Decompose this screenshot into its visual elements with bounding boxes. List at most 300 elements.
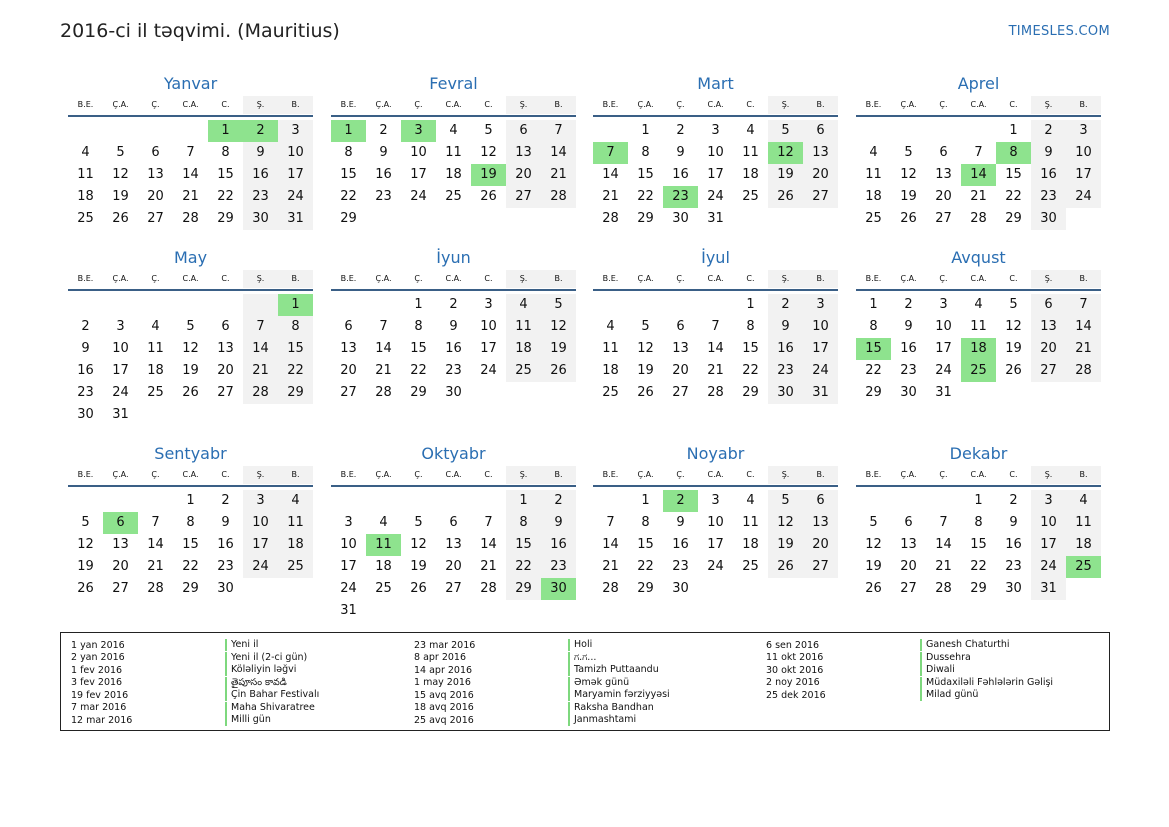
day-cell[interactable]: 16	[672, 537, 689, 552]
day-cell[interactable]: 5	[186, 319, 195, 334]
day-cell[interactable]: 15	[182, 537, 199, 552]
holiday-day-cell[interactable]: 12	[768, 142, 803, 164]
day-cell[interactable]: 1	[1009, 123, 1018, 138]
day-cell[interactable]: 1	[641, 493, 650, 508]
day-cell[interactable]: 23	[900, 363, 917, 378]
day-cell[interactable]: 7	[711, 319, 720, 334]
day-cell[interactable]: 22	[637, 189, 654, 204]
day-cell[interactable]: 4	[974, 297, 983, 312]
holiday-day-cell[interactable]: 18	[961, 338, 996, 360]
day-cell[interactable]: 12	[768, 512, 803, 534]
day-cell[interactable]: 17	[278, 164, 313, 186]
day-cell[interactable]: 28	[602, 581, 619, 596]
day-cell[interactable]: 29	[742, 385, 759, 400]
day-cell[interactable]: 23	[541, 556, 576, 578]
day-cell[interactable]: 8	[278, 316, 313, 338]
day-cell[interactable]: 5	[768, 120, 803, 142]
day-cell[interactable]: 8	[641, 515, 650, 530]
day-cell[interactable]: 20	[803, 534, 838, 556]
day-cell[interactable]: 25	[445, 189, 462, 204]
day-cell[interactable]: 22	[340, 189, 357, 204]
day-cell[interactable]: 10	[707, 145, 724, 160]
day-cell[interactable]: 14	[541, 142, 576, 164]
day-cell[interactable]: 17	[1066, 164, 1101, 186]
day-cell[interactable]: 25	[375, 581, 392, 596]
day-cell[interactable]: 19	[77, 559, 94, 574]
day-cell[interactable]: 31	[340, 603, 357, 618]
day-cell[interactable]: 27	[340, 385, 357, 400]
day-cell[interactable]: 10	[1066, 142, 1101, 164]
day-cell[interactable]: 25	[742, 559, 759, 574]
day-cell[interactable]: 30	[672, 581, 689, 596]
day-cell[interactable]: 12	[1005, 319, 1022, 334]
day-cell[interactable]: 7	[939, 515, 948, 530]
day-cell[interactable]: 8	[344, 145, 353, 160]
day-cell[interactable]: 2	[81, 319, 90, 334]
day-cell[interactable]: 11	[1066, 512, 1101, 534]
day-cell[interactable]: 23	[77, 385, 94, 400]
day-cell[interactable]: 17	[707, 167, 724, 182]
day-cell[interactable]: 18	[445, 167, 462, 182]
day-cell[interactable]: 17	[1031, 534, 1066, 556]
day-cell[interactable]: 4	[746, 493, 755, 508]
day-cell[interactable]: 26	[865, 581, 882, 596]
site-link[interactable]: TIMESLES.COM	[1008, 24, 1110, 39]
day-cell[interactable]: 22	[742, 363, 759, 378]
day-cell[interactable]: 10	[935, 319, 952, 334]
day-cell[interactable]: 5	[484, 123, 493, 138]
day-cell[interactable]: 29	[506, 578, 541, 600]
day-cell[interactable]: 22	[970, 559, 987, 574]
day-cell[interactable]: 27	[672, 385, 689, 400]
day-cell[interactable]: 5	[904, 145, 913, 160]
day-cell[interactable]: 31	[112, 407, 129, 422]
day-cell[interactable]: 17	[410, 167, 427, 182]
day-cell[interactable]: 24	[278, 186, 313, 208]
day-cell[interactable]: 5	[116, 145, 125, 160]
day-cell[interactable]: 24	[1031, 556, 1066, 578]
day-cell[interactable]: 3	[939, 297, 948, 312]
day-cell[interactable]: 16	[217, 537, 234, 552]
day-cell[interactable]: 5	[541, 294, 576, 316]
day-cell[interactable]: 22	[1005, 189, 1022, 204]
day-cell[interactable]: 20	[445, 559, 462, 574]
day-cell[interactable]: 17	[340, 559, 357, 574]
day-cell[interactable]: 3	[484, 297, 493, 312]
day-cell[interactable]: 18	[506, 338, 541, 360]
day-cell[interactable]: 21	[147, 559, 164, 574]
day-cell[interactable]: 8	[506, 512, 541, 534]
day-cell[interactable]: 6	[803, 490, 838, 512]
day-cell[interactable]: 10	[112, 341, 129, 356]
day-cell[interactable]: 27	[803, 556, 838, 578]
day-cell[interactable]: 9	[243, 142, 278, 164]
day-cell[interactable]: 22	[410, 363, 427, 378]
day-cell[interactable]: 10	[340, 537, 357, 552]
day-cell[interactable]: 3	[1066, 120, 1101, 142]
day-cell[interactable]: 24	[340, 581, 357, 596]
day-cell[interactable]: 13	[217, 341, 234, 356]
day-cell[interactable]: 30	[768, 382, 803, 404]
day-cell[interactable]: 20	[1031, 338, 1066, 360]
day-cell[interactable]: 22	[182, 559, 199, 574]
day-cell[interactable]: 30	[217, 581, 234, 596]
day-cell[interactable]: 15	[217, 167, 234, 182]
day-cell[interactable]: 15	[742, 341, 759, 356]
day-cell[interactable]: 11	[742, 145, 759, 160]
day-cell[interactable]: 27	[935, 211, 952, 226]
day-cell[interactable]: 8	[414, 319, 423, 334]
day-cell[interactable]: 22	[506, 556, 541, 578]
day-cell[interactable]: 6	[344, 319, 353, 334]
day-cell[interactable]: 28	[147, 581, 164, 596]
day-cell[interactable]: 7	[974, 145, 983, 160]
day-cell[interactable]: 15	[278, 338, 313, 360]
day-cell[interactable]: 23	[217, 559, 234, 574]
day-cell[interactable]: 16	[768, 338, 803, 360]
day-cell[interactable]: 31	[278, 208, 313, 230]
day-cell[interactable]: 6	[506, 120, 541, 142]
day-cell[interactable]: 2	[904, 297, 913, 312]
day-cell[interactable]: 14	[182, 167, 199, 182]
day-cell[interactable]: 21	[182, 189, 199, 204]
day-cell[interactable]: 22	[865, 363, 882, 378]
day-cell[interactable]: 24	[410, 189, 427, 204]
day-cell[interactable]: 12	[410, 537, 427, 552]
day-cell[interactable]: 30	[445, 385, 462, 400]
day-cell[interactable]: 22	[278, 360, 313, 382]
day-cell[interactable]: 13	[900, 537, 917, 552]
day-cell[interactable]: 5	[81, 515, 90, 530]
day-cell[interactable]: 10	[803, 316, 838, 338]
day-cell[interactable]: 21	[243, 360, 278, 382]
day-cell[interactable]: 28	[935, 581, 952, 596]
day-cell[interactable]: 15	[506, 534, 541, 556]
day-cell[interactable]: 31	[707, 211, 724, 226]
holiday-day-cell[interactable]: 1	[208, 120, 243, 142]
day-cell[interactable]: 4	[606, 319, 615, 334]
day-cell[interactable]: 4	[151, 319, 160, 334]
day-cell[interactable]: 26	[77, 581, 94, 596]
day-cell[interactable]: 27	[900, 581, 917, 596]
day-cell[interactable]: 22	[637, 559, 654, 574]
day-cell[interactable]: 28	[480, 581, 497, 596]
day-cell[interactable]: 2	[1031, 120, 1066, 142]
day-cell[interactable]: 9	[221, 515, 230, 530]
day-cell[interactable]: 3	[116, 319, 125, 334]
day-cell[interactable]: 3	[278, 120, 313, 142]
day-cell[interactable]: 27	[217, 385, 234, 400]
day-cell[interactable]: 19	[865, 559, 882, 574]
day-cell[interactable]: 16	[77, 363, 94, 378]
day-cell[interactable]: 11	[147, 341, 164, 356]
day-cell[interactable]: 17	[707, 537, 724, 552]
day-cell[interactable]: 15	[1005, 167, 1022, 182]
day-cell[interactable]: 16	[243, 164, 278, 186]
day-cell[interactable]: 5	[1009, 297, 1018, 312]
holiday-day-cell[interactable]: 25	[961, 360, 996, 382]
day-cell[interactable]: 24	[707, 189, 724, 204]
day-cell[interactable]: 13	[803, 512, 838, 534]
day-cell[interactable]: 7	[606, 515, 615, 530]
day-cell[interactable]: 5	[641, 319, 650, 334]
day-cell[interactable]: 13	[935, 167, 952, 182]
day-cell[interactable]: 14	[1066, 316, 1101, 338]
day-cell[interactable]: 21	[602, 189, 619, 204]
day-cell[interactable]: 19	[410, 559, 427, 574]
day-cell[interactable]: 8	[641, 145, 650, 160]
day-cell[interactable]: 28	[375, 385, 392, 400]
day-cell[interactable]: 20	[900, 559, 917, 574]
day-cell[interactable]: 11	[970, 319, 987, 334]
day-cell[interactable]: 7	[1066, 294, 1101, 316]
day-cell[interactable]: 25	[742, 189, 759, 204]
day-cell[interactable]: 16	[672, 167, 689, 182]
day-cell[interactable]: 29	[340, 211, 357, 226]
day-cell[interactable]: 9	[1009, 515, 1018, 530]
day-cell[interactable]: 18	[742, 167, 759, 182]
day-cell[interactable]: 23	[1031, 186, 1066, 208]
day-cell[interactable]: 3	[711, 123, 720, 138]
day-cell[interactable]: 31	[803, 382, 838, 404]
day-cell[interactable]: 9	[676, 145, 685, 160]
day-cell[interactable]: 13	[506, 142, 541, 164]
day-cell[interactable]: 20	[147, 189, 164, 204]
day-cell[interactable]: 17	[112, 363, 129, 378]
day-cell[interactable]: 10	[278, 142, 313, 164]
day-cell[interactable]: 6	[939, 145, 948, 160]
day-cell[interactable]: 1	[869, 297, 878, 312]
day-cell[interactable]: 28	[182, 211, 199, 226]
holiday-day-cell[interactable]: 6	[103, 512, 138, 534]
day-cell[interactable]: 27	[1031, 360, 1066, 382]
day-cell[interactable]: 20	[112, 559, 129, 574]
day-cell[interactable]: 4	[869, 145, 878, 160]
day-cell[interactable]: 1	[641, 123, 650, 138]
day-cell[interactable]: 10	[480, 319, 497, 334]
day-cell[interactable]: 21	[1066, 338, 1101, 360]
day-cell[interactable]: 20	[340, 363, 357, 378]
day-cell[interactable]: 4	[379, 515, 388, 530]
day-cell[interactable]: 9	[676, 515, 685, 530]
holiday-day-cell[interactable]: 14	[961, 164, 996, 186]
day-cell[interactable]: 18	[278, 534, 313, 556]
day-cell[interactable]: 15	[637, 537, 654, 552]
day-cell[interactable]: 28	[970, 211, 987, 226]
day-cell[interactable]: 5	[768, 490, 803, 512]
day-cell[interactable]: 26	[541, 360, 576, 382]
day-cell[interactable]: 13	[445, 537, 462, 552]
day-cell[interactable]: 26	[112, 211, 129, 226]
day-cell[interactable]: 12	[182, 341, 199, 356]
day-cell[interactable]: 17	[935, 341, 952, 356]
day-cell[interactable]: 2	[449, 297, 458, 312]
day-cell[interactable]: 20	[217, 363, 234, 378]
day-cell[interactable]: 3	[344, 515, 353, 530]
day-cell[interactable]: 19	[112, 189, 129, 204]
holiday-day-cell[interactable]: 2	[663, 490, 698, 512]
day-cell[interactable]: 18	[147, 363, 164, 378]
day-cell[interactable]: 1	[186, 493, 195, 508]
day-cell[interactable]: 25	[147, 385, 164, 400]
day-cell[interactable]: 27	[147, 211, 164, 226]
day-cell[interactable]: 16	[900, 341, 917, 356]
day-cell[interactable]: 17	[803, 338, 838, 360]
holiday-day-cell[interactable]: 2	[243, 120, 278, 142]
day-cell[interactable]: 19	[541, 338, 576, 360]
day-cell[interactable]: 4	[1066, 490, 1101, 512]
day-cell[interactable]: 13	[147, 167, 164, 182]
day-cell[interactable]: 28	[541, 186, 576, 208]
day-cell[interactable]: 19	[1005, 341, 1022, 356]
day-cell[interactable]: 4	[81, 145, 90, 160]
day-cell[interactable]: 12	[900, 167, 917, 182]
holiday-day-cell[interactable]: 19	[471, 164, 506, 186]
day-cell[interactable]: 10	[1031, 512, 1066, 534]
day-cell[interactable]: 14	[602, 167, 619, 182]
holiday-day-cell[interactable]: 3	[401, 120, 436, 142]
day-cell[interactable]: 13	[340, 341, 357, 356]
day-cell[interactable]: 13	[803, 142, 838, 164]
day-cell[interactable]: 6	[449, 515, 458, 530]
day-cell[interactable]: 9	[768, 316, 803, 338]
day-cell[interactable]: 27	[112, 581, 129, 596]
day-cell[interactable]: 21	[480, 559, 497, 574]
day-cell[interactable]: 21	[541, 164, 576, 186]
day-cell[interactable]: 14	[935, 537, 952, 552]
day-cell[interactable]: 15	[410, 341, 427, 356]
day-cell[interactable]: 1	[414, 297, 423, 312]
day-cell[interactable]: 26	[637, 385, 654, 400]
day-cell[interactable]: 27	[506, 186, 541, 208]
day-cell[interactable]: 10	[243, 512, 278, 534]
day-cell[interactable]: 21	[970, 189, 987, 204]
day-cell[interactable]: 6	[676, 319, 685, 334]
day-cell[interactable]: 11	[445, 145, 462, 160]
day-cell[interactable]: 13	[1031, 316, 1066, 338]
holiday-day-cell[interactable]: 15	[856, 338, 891, 360]
day-cell[interactable]: 8	[746, 319, 755, 334]
day-cell[interactable]: 23	[375, 189, 392, 204]
day-cell[interactable]: 24	[480, 363, 497, 378]
day-cell[interactable]: 15	[970, 537, 987, 552]
holiday-day-cell[interactable]: 11	[366, 534, 401, 556]
day-cell[interactable]: 29	[637, 581, 654, 596]
day-cell[interactable]: 7	[151, 515, 160, 530]
day-cell[interactable]: 13	[672, 341, 689, 356]
day-cell[interactable]: 14	[707, 341, 724, 356]
day-cell[interactable]: 26	[480, 189, 497, 204]
day-cell[interactable]: 26	[768, 556, 803, 578]
day-cell[interactable]: 30	[900, 385, 917, 400]
day-cell[interactable]: 25	[865, 211, 882, 226]
holiday-day-cell[interactable]: 1	[278, 294, 313, 316]
day-cell[interactable]: 4	[449, 123, 458, 138]
day-cell[interactable]: 21	[935, 559, 952, 574]
day-cell[interactable]: 11	[602, 341, 619, 356]
day-cell[interactable]: 29	[182, 581, 199, 596]
day-cell[interactable]: 12	[865, 537, 882, 552]
day-cell[interactable]: 25	[278, 556, 313, 578]
day-cell[interactable]: 23	[445, 363, 462, 378]
day-cell[interactable]: 9	[379, 145, 388, 160]
day-cell[interactable]: 19	[637, 363, 654, 378]
day-cell[interactable]: 30	[672, 211, 689, 226]
day-cell[interactable]: 26	[182, 385, 199, 400]
day-cell[interactable]: 18	[602, 363, 619, 378]
day-cell[interactable]: 25	[506, 360, 541, 382]
day-cell[interactable]: 15	[340, 167, 357, 182]
day-cell[interactable]: 26	[900, 211, 917, 226]
day-cell[interactable]: 13	[112, 537, 129, 552]
day-cell[interactable]: 9	[541, 512, 576, 534]
day-cell[interactable]: 6	[904, 515, 913, 530]
day-cell[interactable]: 3	[1031, 490, 1066, 512]
day-cell[interactable]: 29	[1005, 211, 1022, 226]
day-cell[interactable]: 30	[77, 407, 94, 422]
holiday-day-cell[interactable]: 23	[663, 186, 698, 208]
day-cell[interactable]: 7	[541, 120, 576, 142]
day-cell[interactable]: 6	[151, 145, 160, 160]
day-cell[interactable]: 14	[602, 537, 619, 552]
day-cell[interactable]: 24	[112, 385, 129, 400]
day-cell[interactable]: 16	[541, 534, 576, 556]
day-cell[interactable]: 9	[449, 319, 458, 334]
day-cell[interactable]: 17	[480, 341, 497, 356]
day-cell[interactable]: 30	[1005, 581, 1022, 596]
day-cell[interactable]: 1	[974, 493, 983, 508]
day-cell[interactable]: 14	[480, 537, 497, 552]
day-cell[interactable]: 12	[77, 537, 94, 552]
day-cell[interactable]: 29	[865, 385, 882, 400]
day-cell[interactable]: 22	[217, 189, 234, 204]
day-cell[interactable]: 8	[221, 145, 230, 160]
day-cell[interactable]: 8	[186, 515, 195, 530]
day-cell[interactable]: 21	[707, 363, 724, 378]
holiday-day-cell[interactable]: 25	[1066, 556, 1101, 578]
day-cell[interactable]: 31	[1031, 578, 1066, 600]
day-cell[interactable]: 26	[410, 581, 427, 596]
day-cell[interactable]: 28	[707, 385, 724, 400]
day-cell[interactable]: 12	[541, 316, 576, 338]
day-cell[interactable]: 11	[865, 167, 882, 182]
day-cell[interactable]: 10	[410, 145, 427, 160]
day-cell[interactable]: 29	[410, 385, 427, 400]
holiday-day-cell[interactable]: 7	[593, 142, 628, 164]
day-cell[interactable]: 4	[746, 123, 755, 138]
day-cell[interactable]: 8	[869, 319, 878, 334]
day-cell[interactable]: 6	[803, 120, 838, 142]
day-cell[interactable]: 16	[1031, 164, 1066, 186]
day-cell[interactable]: 14	[243, 338, 278, 360]
day-cell[interactable]: 15	[637, 167, 654, 182]
day-cell[interactable]: 24	[1066, 186, 1101, 208]
day-cell[interactable]: 18	[1066, 534, 1101, 556]
day-cell[interactable]: 5	[869, 515, 878, 530]
day-cell[interactable]: 11	[77, 167, 94, 182]
day-cell[interactable]: 20	[935, 189, 952, 204]
day-cell[interactable]: 9	[81, 341, 90, 356]
day-cell[interactable]: 7	[484, 515, 493, 530]
day-cell[interactable]: 21	[602, 559, 619, 574]
day-cell[interactable]: 29	[637, 211, 654, 226]
day-cell[interactable]: 19	[768, 534, 803, 556]
day-cell[interactable]: 5	[414, 515, 423, 530]
day-cell[interactable]: 25	[602, 385, 619, 400]
day-cell[interactable]: 21	[375, 363, 392, 378]
day-cell[interactable]: 29	[970, 581, 987, 596]
day-cell[interactable]: 30	[1031, 208, 1066, 230]
